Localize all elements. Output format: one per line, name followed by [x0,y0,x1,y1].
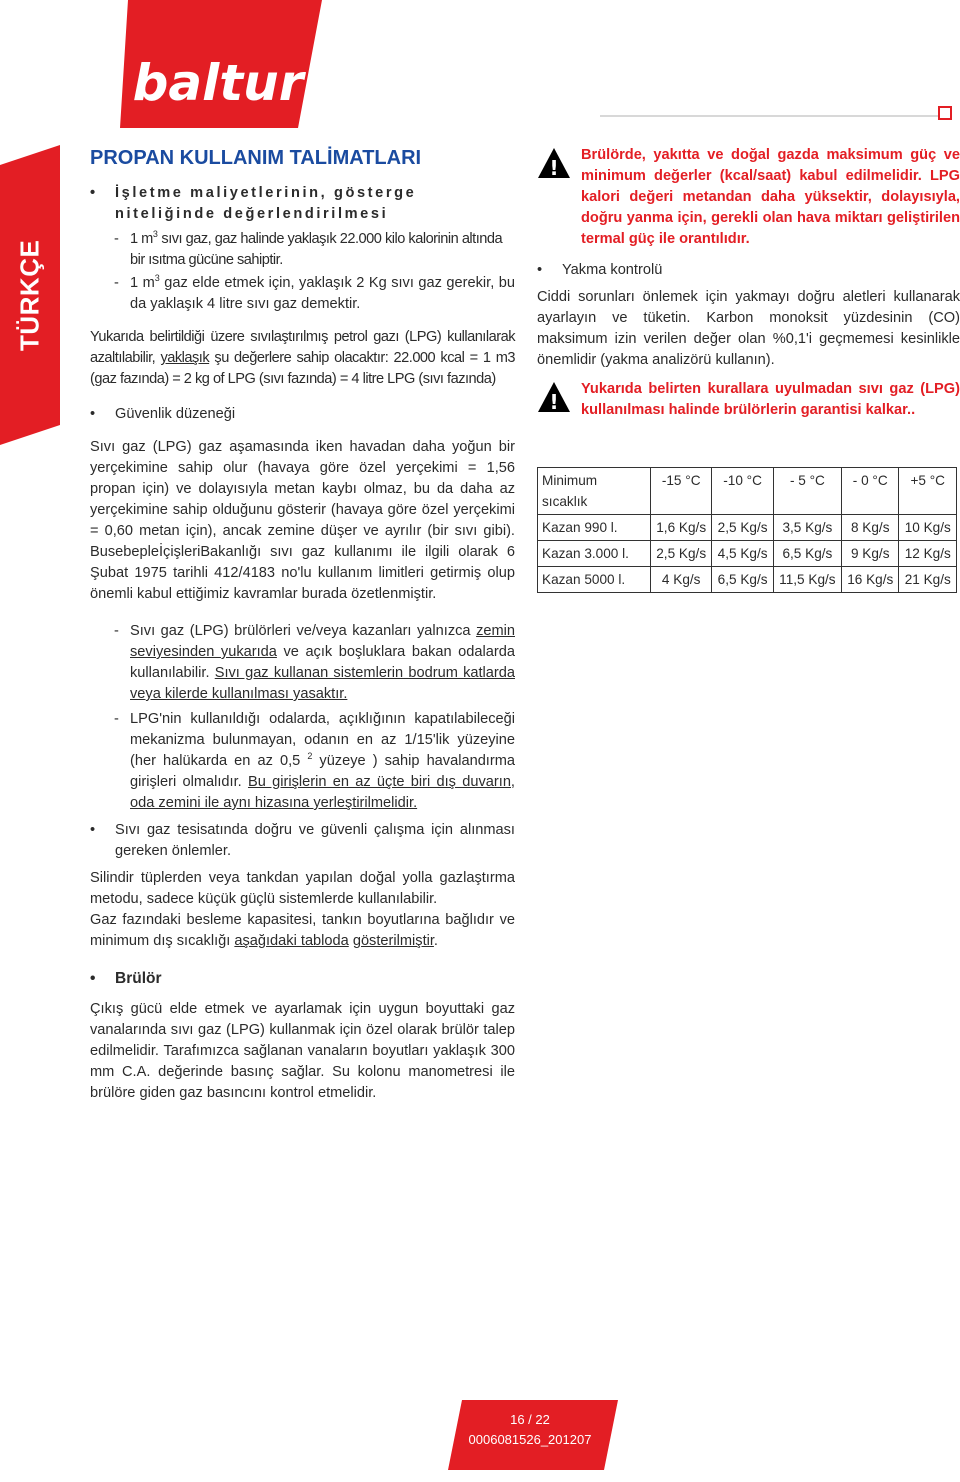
table-cell: - 5 °C [773,468,841,515]
p4-underline-1: aşağıdaki tabloda [234,933,349,949]
table-cell: 2,5 Kg/s [651,541,712,567]
table-cell: 3,5 Kg/s [773,515,841,541]
bullet-safety-text: Güvenlik düzeneği [115,406,236,422]
dash-item-gas-amount [90,273,515,315]
d4-underline: Bu girişlerin en az üçte biri dış duvarın, oda zemini ile aynı hizasına yerleştirilmelidir. [130,774,515,811]
header-rule [600,115,940,117]
d2-post: gaz elde etmek için, yaklaşık 2 Kg sıvı gaz gerekir, bu da yaklaşık 4 litre sıvı gaz demektir. [130,275,516,312]
table-cell: -15 °C [651,468,712,515]
bullet-operating-costs-text: İşletme maliyetlerinin, gösterge niteliğinde değerlendirilmesi [115,185,417,222]
logo [120,0,330,128]
table-cell: Minimum sıcaklık [538,468,651,515]
bullet-combustion-control-text: Yakma kontrolü [562,262,663,278]
dash-item-ventilation [90,709,515,814]
p1-a: Yukarıda belirtildiği üzere sıvılaştırılmış petrol gazı (LPG) kullanılarak azaltılabilir, [90,329,515,366]
table-cell: - 0 °C [842,468,899,515]
table-header-row [538,468,957,515]
d2-pre: 1 m [130,275,155,291]
table-cell: Kazan 3.000 l. [538,541,651,567]
bullet-combustion-control [537,260,960,281]
p1-b: şu değerlere sahip olacaktır: 22.000 kcal = 1 m3 (gaz fazında) = 2 kg of LPG (sıvı fazında) = 4 litre LPG (sıvı fazında) [90,350,515,387]
bullet-burner-text: Brülör [115,970,162,987]
d3-underline-1: zemin seviyesinden yukarıda [130,623,515,660]
p4-b: . [433,933,438,949]
vaporisation-paragraph: Silindir tüplerden veya tankdan yapılan doğal yolla gazlaştırma metodu, sadece küçük güçlü sistemlerde kullanılabilir. [90,870,515,907]
table-cell: 16 Kg/s [842,567,899,593]
table-cell: 6,5 Kg/s [773,541,841,567]
table-cell: 10 Kg/s [899,515,957,541]
table-cell: 8 Kg/s [842,515,899,541]
language-label: TÜRKÇE [14,239,45,351]
table-cell: 9 Kg/s [842,541,899,567]
table-cell: 11,5 Kg/s [773,567,841,593]
p4-underline-2: gösterilmiştir [352,933,434,949]
table-cell: Kazan 990 l. [538,515,651,541]
d2-sup: 3 [154,273,160,284]
capacity-table [537,467,957,593]
table-row [538,515,957,541]
table-cell: 6,5 Kg/s [712,567,773,593]
right-column [537,145,960,593]
bullet-precautions-text: Sıvı gaz tesisatında doğru ve güvenli çalışma için alınması gereken önlemler. [115,822,515,859]
combustion-paragraph: Ciddi sorunları önlemek için yakmayı doğru aletleri kullanarak ayarlayın ve tüketin. Karbon monoksit yüzdesinin (CO) maksimum izin verilen değer olan %0,1'i geçmemesi kesinlikle önemlidir (yakma analizörü kullanın). [537,289,960,368]
d1-sup: 3 [152,229,158,240]
lpg-values-paragraph [90,327,515,390]
warning-1-text: Brülörde, yakıtta ve doğal gazda maksimum güç ve minimum değerler (kcal/saat) kabul edilmelidir. LPG kalori değeri metandan daha yüksektir, dolayısıyla, doğru yanma için, gerekli olan hava miktarı geliştirilen termal güç ile orantılıdır. [581,147,960,247]
bullet-operating-costs [90,183,515,225]
table-cell: 12 Kg/s [899,541,957,567]
warning-icon-mark: ! [549,156,559,179]
table-cell: 2,5 Kg/s [712,515,773,541]
table-cell: -10 °C [712,468,773,515]
page-number: 16 / 22 [510,1412,550,1427]
logo-text: baltur [132,54,304,112]
left-column [90,145,515,1104]
d4-a: LPG'nin kullanıldığı odalarda, açıklığının kapatılabileceği mekanizma bulunmayan, odanın en az 1/15'lik yüzeyine (her halükarda en az 0,5 [130,711,515,769]
table-cell: 1,6 Kg/s [651,515,712,541]
page-title: PROPAN KULLANIM TALİMATLARI [90,147,422,169]
bullet-precautions [90,820,515,862]
p1-underline: yaklaşık [160,350,210,366]
supply-capacity-paragraph [90,910,515,952]
bullet-safety [90,404,515,425]
warning-icon [537,147,571,179]
d3-b: ve açık boşluklara bakan odalarda kullanılabilir. [130,644,515,681]
dash-item-heating-power [90,229,515,271]
d4-b: yüzeye ) sahip havalandırma girişleri olmalıdır. [130,753,515,790]
warning-guarantee [537,379,960,421]
d1-pre: 1 m [130,231,153,247]
safety-paragraph: Sıvı gaz (LPG) gaz aşamasında iken havadan daha yoğun bir yerçekimine sahip olur (havaya göre özel yerçekimi = 1,56 propan için) ve dolayısıyla metan kaybı olmaz, bu da daha az yerçekimine sahip olduğunu gösterir (havaya göre özel yerçekimi = 0,60 metan için), ancak zemine düşer ve ayrılır (bir sıvı gibi). BusebepleİçişleriBakanlığı sıvı gaz kullanımı ile ilgili olarak 6 Şubat 1975 tarihli 412/4183 no'lu kullanım limitleri getirmiş olup önemli kabul ettiğimiz kavramlar burada özetlenmiştir. [90,439,515,602]
logo-graphic [120,0,330,128]
table-cell: +5 °C [899,468,957,515]
table-cell: 4,5 Kg/s [712,541,773,567]
d1-post: sıvı gaz, gaz halinde yaklaşık 22.000 kilo kalorinin altında bir ısıtma gücüne sahiptir. [130,231,503,268]
d4-sup: 2 [307,751,313,762]
warning-max-min-power [537,145,960,250]
d3-underline-2: Sıvı gaz kullanan sistemlerin bodrum katlarda veya kilerde kullanılması yasaktır. [130,665,515,702]
dash-item-boiler-rooms [90,621,515,705]
table-cell: 4 Kg/s [651,567,712,593]
document-code: 0006081526_201207 [468,1432,592,1447]
table-cell: Kazan 5000 l. [538,567,651,593]
d3-a: Sıvı gaz (LPG) brülörleri ve/veya kazanları yalnızca [130,623,477,639]
warning-icon-mark: ! [549,390,559,413]
burner-paragraph: Çıkış gücü elde etmek ve ayarlamak için uygun boyuttaki gaz vanalarında sıvı gaz (LPG) kullanmak için özel olarak brülör talep edilmelidir. Tarafımızca sağlanan vanaların boyutları yaklaşık 300 mm C.A. değerinde basınç sağlar. Su kolonu manometresi ile brülöre giden gaz basıncını kontrol etmelidir. [90,1001,515,1101]
bullet-burner [90,968,515,989]
p4-a: Gaz fazındaki besleme kapasitesi, tankın boyutlarına bağlıdır ve minimum dış sıcaklığı [90,912,515,949]
warning-2-text: Yukarıda belirten kurallara uyulmadan sıvı gaz (LPG) kullanılması halinde brülörlerin garantisi kalkar.. [581,381,960,418]
table-row [538,541,957,567]
table-row [538,567,957,593]
warning-icon [537,381,571,413]
corner-square-icon [938,106,952,120]
table-cell: 21 Kg/s [899,567,957,593]
